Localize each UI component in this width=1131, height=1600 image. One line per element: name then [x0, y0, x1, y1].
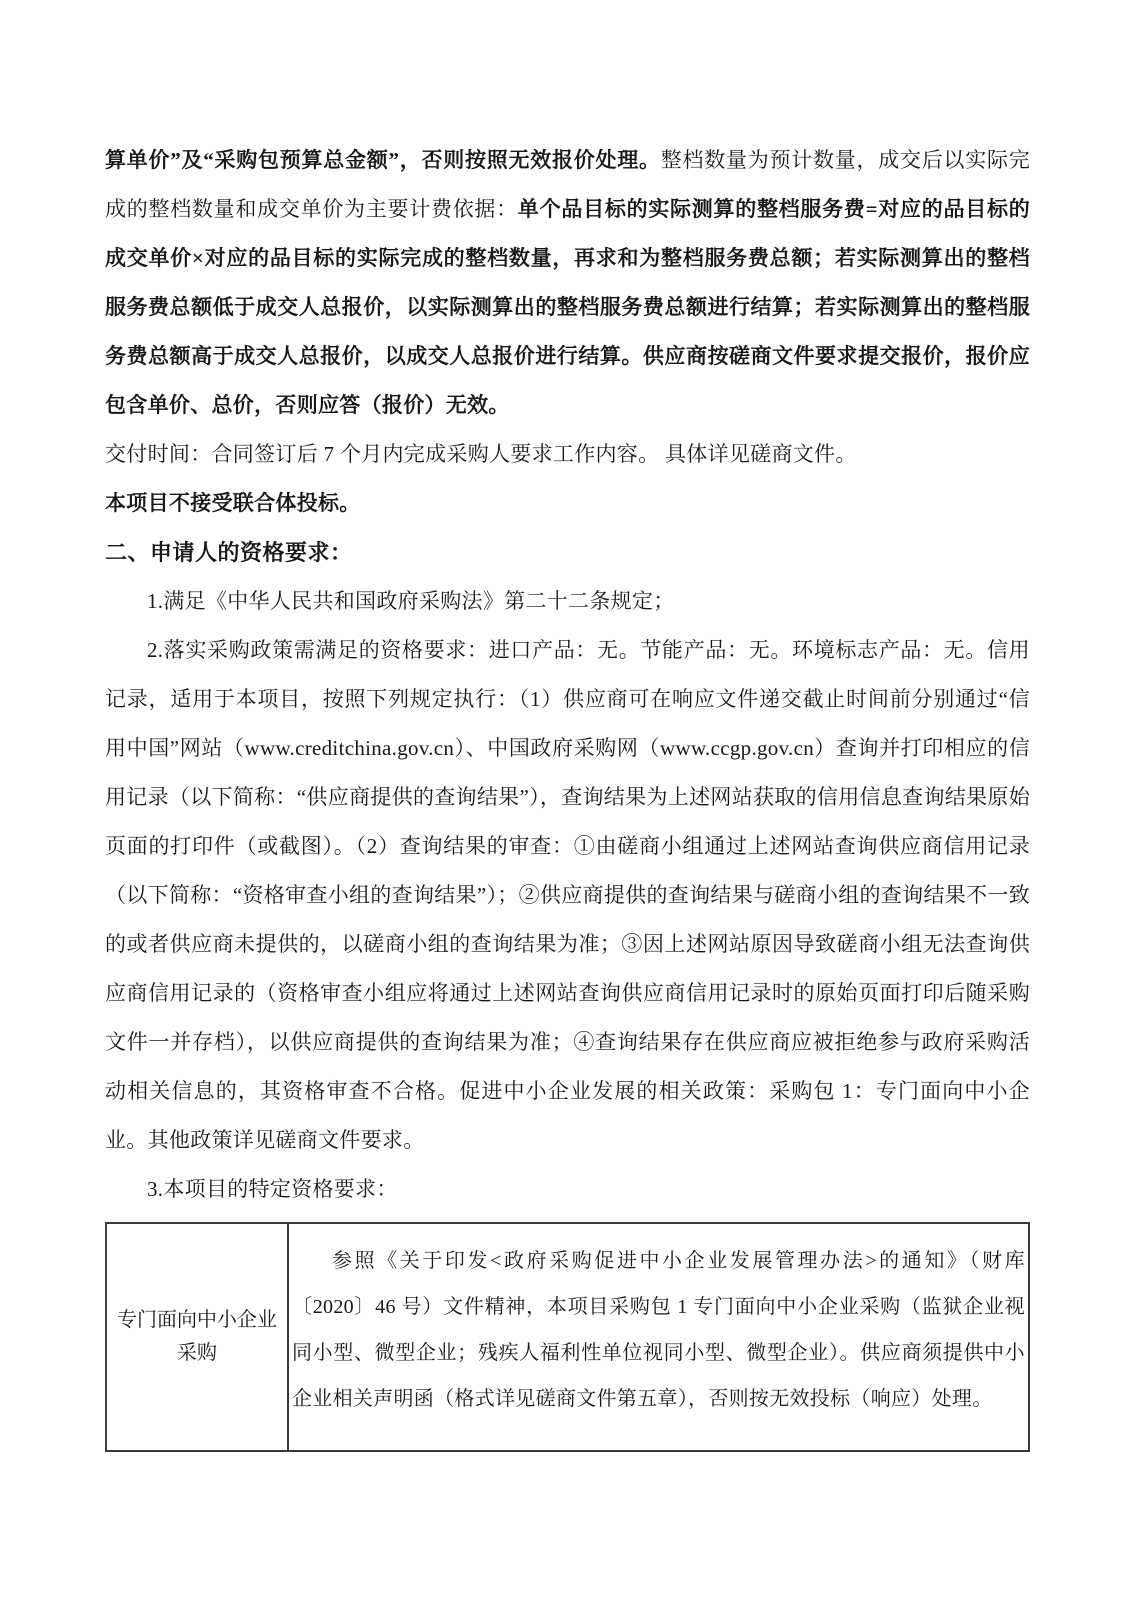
item-1-government-procurement-law	[105, 577, 1030, 626]
text-segment: 3.本项目的特定资格要求：	[147, 1177, 398, 1201]
specific-qualification-table	[105, 1222, 1030, 1452]
qualification-detail-cell	[288, 1223, 1029, 1451]
document-body	[105, 136, 1030, 1214]
text-segment: 整档数量为预计数量，成交后以实际完成的整档数量和成交单价为主要计费依据：	[105, 148, 1030, 221]
text-segment: 单个品目标的实际测算的整档服务费=对应的品目标的成交单价×对应的品目标的实际完成的整档数量，再求和为整档服务费总额；若实际测算出的整档服务费总额低于成交人总报价，以实际测算出的整档服务费总额进行结算；若实际测算出的整档服务费总额高于成交人总报价，以成交人总报价进行结算。供应商按磋商文件要求提交报价，报价应包含单价、总价，否则应答（报价）无效。	[105, 197, 1030, 417]
paragraph-delivery-time	[105, 430, 1030, 479]
item-2-procurement-policy-requirements	[105, 626, 1030, 1165]
text-segment: 算单价”及“采购包预算总金额”，否则按照无效报价处理。	[105, 148, 661, 172]
text-segment: 1.满足《中华人民共和国政府采购法》第二十二条规定；	[147, 589, 675, 613]
qualification-detail-text: 参照《关于印发<政府采购促进中小企业发展管理办法>的通知》（财库〔2020〕46 号）文件精神，本项目采购包 1 专门面向中小企业采购（监狱企业视同小型、微型企业；残疾人福利性单位视同小型、微型企业）。供应商须提供中小企业相关声明函（格式详见磋商文件第五章），否则按无效投标（响应）处理。	[292, 1250, 1025, 1410]
text-segment: 本项目不接受联合体投标。	[105, 491, 361, 515]
paragraph-pricing-and-settlement	[105, 136, 1030, 430]
qualification-table-row	[106, 1223, 1029, 1451]
text-segment: 2.落实采购政策需满足的资格要求：进口产品：无。节能产品：无。环境标志产品：无。信用记录，适用于本项目，按照下列规定执行：（1）供应商可在响应文件递交截止时间前分别通过“信用中国”网站（www.creditchina.gov.cn）、中国政府采购网（www.ccgp.gov.cn）查询并打印相应的信用记录（以下简称：“供应商提供的查询结果”），查询结果为上述网站获取的信用信息查询结果原始页面的打印件（或截图）。（2）查询结果的审查：①由磋商小组通过上述网站查询供应商信用记录（以下简称：“资格审查小组的查询结果”）；②供应商提供的查询结果与磋商小组的查询结果不一致的或者供应商未提供的，以磋商小组的查询结果为准；③因上述网站原因导致磋商小组无法查询供应商信用记录的（资格审查小组应将通过上述网站查询供应商信用记录时的原始页面打印后随采购文件一并存档），以供应商提供的查询结果为准；④查询结果存在供应商应被拒绝参与政府采购活动相关信息的，其资格审查不合格。促进中小企业发展的相关政策：采购包 1：专门面向中小企业。其他政策详见磋商文件要求。	[105, 638, 1030, 1152]
text-segment: 交付时间：合同签订后 7 个月内完成采购人要求工作内容。 具体详见磋商文件。	[105, 442, 857, 466]
paragraph-no-consortium-bidding	[105, 479, 1030, 528]
qualification-category-label: 专门面向中小企业采购	[117, 1309, 277, 1364]
text-segment: 二、申请人的资格要求：	[105, 540, 353, 565]
item-3-specific-qualification-requirements	[105, 1165, 1030, 1214]
heading-applicant-qualification-requirements	[105, 528, 1030, 577]
qualification-category-cell	[106, 1223, 288, 1451]
